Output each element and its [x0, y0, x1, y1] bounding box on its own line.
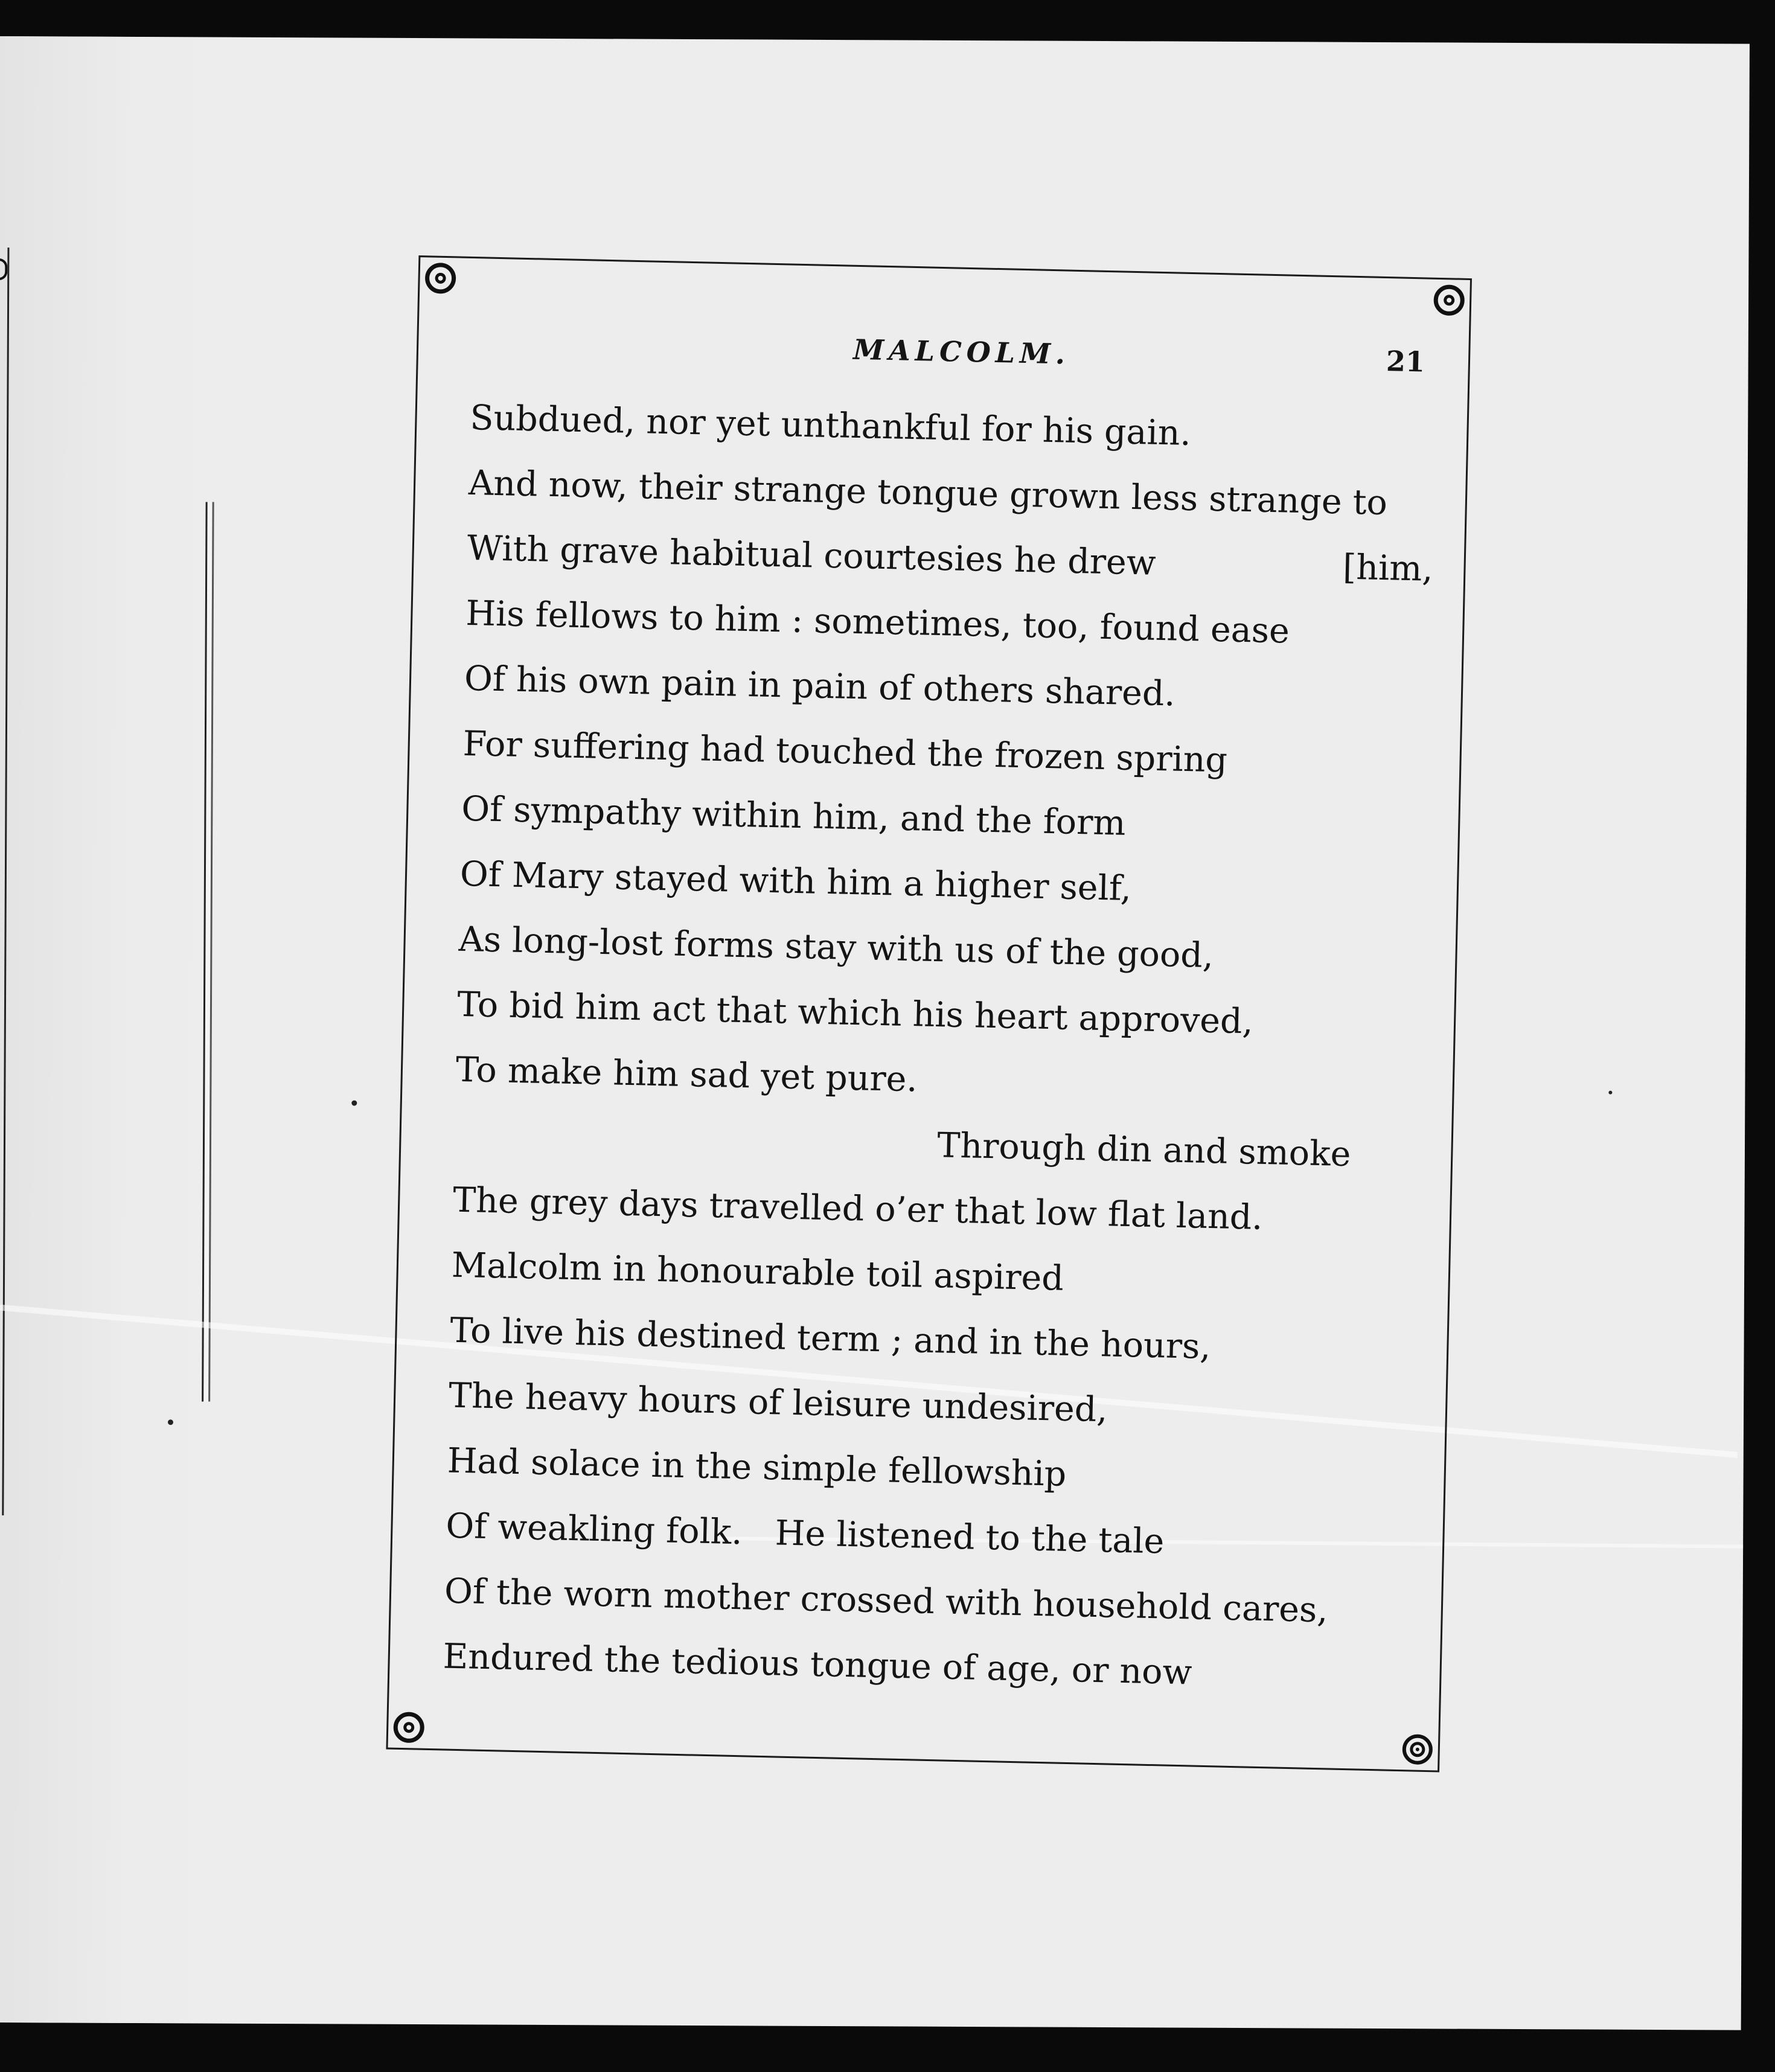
- page-header: [418, 324, 1472, 389]
- scan-speck: [351, 1101, 357, 1106]
- poem-line-text: Had solace in the simple fellowship: [447, 1440, 1067, 1494]
- poem-line-text: Of his own pain in pain of others shared.: [464, 658, 1176, 714]
- corner-ornament-icon: [1400, 1732, 1434, 1767]
- poem-line-text: Of sympathy within him, and the form: [461, 788, 1127, 843]
- poem-line-text: The heavy hours of leisure undesired,: [448, 1375, 1108, 1430]
- scan-speck: [1608, 1091, 1612, 1095]
- poem-line-text: Of weakling folk. He listened to the tale: [445, 1506, 1165, 1562]
- poem-line-text: With grave habitual courtesies he drew: [467, 528, 1157, 583]
- page-gutter-shadow: [0, 36, 229, 2024]
- poem-line-text: The grey days travelled o’er that low flat land.: [452, 1180, 1264, 1238]
- poem-line-text: Endured the tedious tongue of age, or now: [443, 1636, 1193, 1693]
- poem-line-text: Malcolm in honourable toil aspired: [451, 1245, 1064, 1299]
- page-border-frame: [386, 255, 1472, 1772]
- poem-line-text: For suffering had touched the frozen spring: [462, 723, 1228, 781]
- book-page: [0, 36, 1750, 2030]
- poem-line-text: Of the worn mother crossed with household cares,: [444, 1571, 1329, 1631]
- scan-speck: [168, 1419, 173, 1425]
- page-number: 21: [1386, 345, 1425, 379]
- poem-line-text: Subdued, nor yet unthankful for his gain.: [469, 397, 1192, 453]
- poem-line-text: His fellows to him : sometimes, too, found ease: [465, 593, 1290, 651]
- corner-ornament-icon: [1432, 283, 1466, 318]
- poem-line-text: To make him sad yet pure.: [455, 1049, 918, 1100]
- corner-ornament-icon: [392, 1710, 426, 1745]
- poem-line-text: Through din and smoke: [936, 1125, 1352, 1175]
- poem-line-text: To live his destined term ; and in the hours,: [449, 1310, 1212, 1367]
- poem-line-text: Of Mary stayed with him a higher self,: [459, 854, 1132, 909]
- turnover-fragment: [him,: [1342, 547, 1434, 589]
- corner-ornament-icon: [423, 261, 458, 295]
- running-title: MALCOLM.: [852, 333, 1070, 371]
- poem-line-text: As long-lost forms stay with us of the good,: [458, 919, 1214, 976]
- poem-line-text: And now, their strange tongue grown less strange to: [468, 462, 1388, 523]
- poem-line-text: To bid him act that which his heart approved,: [456, 984, 1254, 1042]
- poem-body: [443, 385, 1437, 1710]
